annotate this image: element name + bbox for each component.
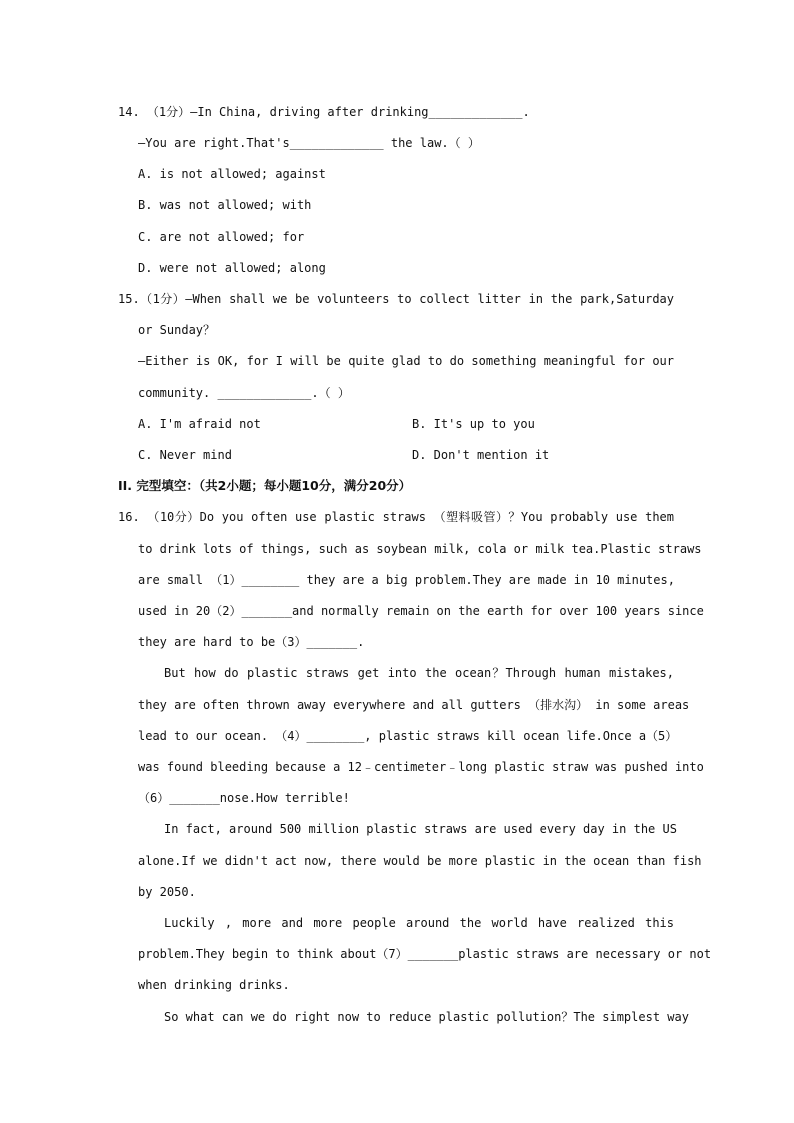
section-heading: II. 完型填空：（共2小题；每小题10分，满分20分）	[118, 478, 412, 493]
q16-line-16: when drinking drinks.	[138, 978, 290, 992]
q16-line-7: they are often thrown away everywhere and all gutters （排水沟） in some areas	[138, 698, 690, 712]
q14-option-c: C. are not allowed; for	[138, 230, 305, 244]
q16-line-11: In fact, around 500 million plastic straws are used every day in the US	[164, 822, 677, 836]
q16-line-3: are small （1）________ they are a big problem.They are made in 10 minutes,	[138, 573, 675, 587]
q16-line-13: by 2050.	[138, 885, 196, 899]
q16-line-5: they are hard to be（3）_______.	[138, 635, 365, 649]
q14-stem: 14. （1分）—In China, driving after drinking_____________.	[118, 105, 530, 119]
q14-option-b: B. was not allowed; with	[138, 198, 312, 212]
q16-line-2: to drink lots of things, such as soybean milk, cola or milk tea.Plastic straws	[138, 542, 702, 556]
q15-stem-line1: 15.（1分）—When shall we be volunteers to collect litter in the park,Saturday	[118, 292, 674, 306]
q14-option-a: A. is not allowed; against	[138, 167, 326, 181]
q16-line-10: （6）_______nose.How terrible!	[138, 791, 350, 805]
q16-line-1: 16. （10分）Do you often use plastic straws （塑料吸管）？You probably use them	[118, 510, 674, 524]
q15-option-a: A. I'm afraid not	[138, 417, 261, 431]
q15-stem-line2: or Sunday？	[138, 323, 216, 337]
q15-option-b: B. It's up to you	[412, 417, 535, 431]
q15-option-c: C. Never mind	[138, 448, 232, 462]
q14-reply: —You are right.That's_____________ the law.（ ）	[138, 136, 480, 150]
q16-line-6: But how do plastic straws get into the ocean？Through human mistakes,	[164, 666, 674, 680]
q14-option-d: D. were not allowed; along	[138, 261, 326, 275]
q16-line-12: alone.If we didn't act now, there would be more plastic in the ocean than fish	[138, 854, 702, 868]
q15-option-d: D. Don't mention it	[412, 448, 550, 462]
q15-reply-line2: community. _____________.（ ）	[138, 386, 350, 400]
q16-line-4: used in 20（2）_______and normally remain on the earth for over 100 years since	[138, 604, 704, 618]
q16-line-15: problem.They begin to think about（7）_______plastic straws are necessary or not	[138, 947, 712, 961]
q16-line-9: was found bleeding because a 12﹣centimeter﹣long plastic straw was pushed into	[138, 760, 704, 774]
q16-line-17: So what can we do right now to reduce plastic pollution？The simplest way	[164, 1010, 689, 1024]
q16-line-14: Luckily , more and more people around the world have realized this	[164, 916, 674, 930]
q16-line-8: lead to our ocean. （4）________, plastic straws kill ocean life.Once a（5）	[138, 729, 678, 743]
q15-reply-line1: —Either is OK, for I will be quite glad to do something meaningful for our	[138, 354, 674, 368]
